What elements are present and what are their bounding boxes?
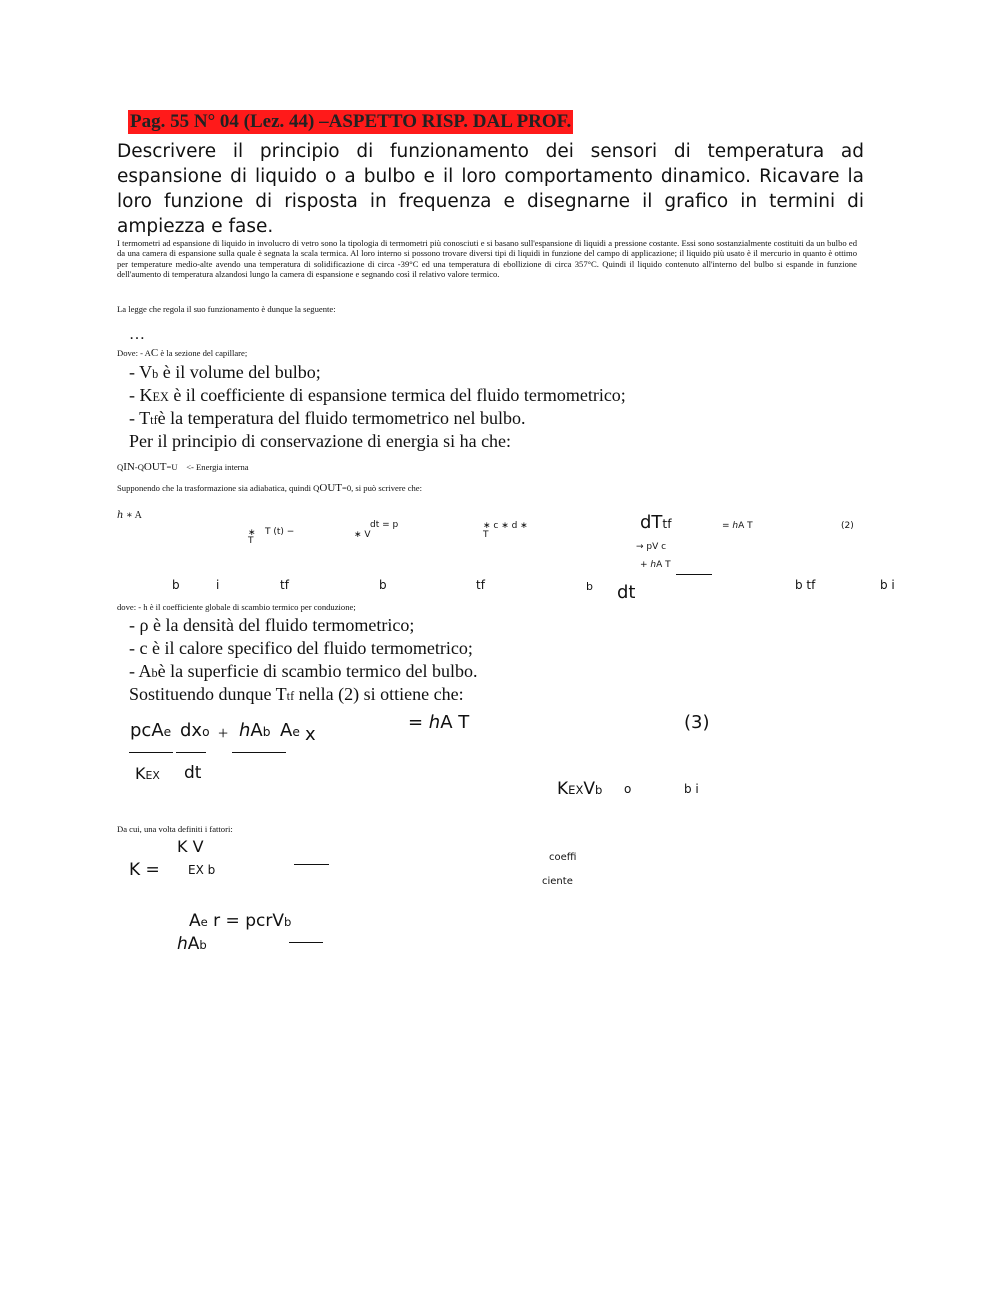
item-kex	[129, 384, 626, 408]
page-header: Pag. 55 N° 04 (Lez. 44) –ASPETTO RISP. DAL PROF.	[130, 111, 572, 132]
eq3-dxo-sub: o	[202, 725, 210, 739]
item-ttf-sub: tf	[150, 413, 158, 427]
tau-fraction-line	[289, 942, 323, 943]
eq3-kexvb-b: b	[595, 783, 603, 797]
adiabatic-line	[117, 483, 422, 493]
tau-ae: A	[189, 911, 201, 931]
eq3-kex-sub: EX	[145, 769, 160, 782]
intro-paragraph: I termometri ad espansione di liquido in involucro di vetro sono la tipologia di termometri più conosciuti e si basano sull'espansione di liquidi a pressione costante. Essi sono sostanzialmente costituiti da un bulbo ed da una camera di espansione sulla quale è segnata la scala termica. Al loro interno si possono trovare diversi tipi di liquidi in funzione del campo di applicazione; il liquido più usato è il mercurio in quanto è ottimo per temperature medio-alte avendo una temperatura di solidificazione di circa -39°C ed una temperatura di ebollizione di circa 357°C. Quindi il liquido contenuto all'interno del bulbo si espande in funzione dell'aumento di temperatura alzandosi lungo la camera di espansione e segnando così il relativo valore termico.	[117, 238, 857, 279]
item-vb-post: è il volume del bulbo;	[158, 362, 321, 382]
eq3-kexvb	[557, 779, 602, 799]
eq2-t1: T	[248, 536, 254, 546]
q1: Q	[117, 462, 124, 472]
substitute-post: nella (2) si ottiene che:	[294, 684, 464, 704]
item-ttf-post: è la temperatura del fluido termometrico nel bulbo.	[157, 408, 526, 428]
item-c: - c è il calore specifico del fluido termometrico;	[129, 638, 473, 658]
item-ab-post: è la superficie di scambio termico del bulbo.	[157, 661, 478, 681]
k-ciente: ciente	[542, 876, 573, 887]
k-kv: K V	[177, 837, 204, 856]
item-rho: - ρ è la densità del fluido termometrico;	[129, 615, 415, 635]
q2: Q	[137, 462, 144, 472]
eq2-fraction-line	[676, 574, 712, 575]
substitute-pre: Sostituendo dunque T	[129, 684, 287, 704]
eq3-rhs: = ℎA T	[408, 712, 470, 733]
energy-note: <- Energia interna	[186, 462, 249, 472]
law-intro: La legge che regola il suo funzionamento è dunque la seguente:	[117, 304, 336, 314]
eq2-t2: T	[483, 530, 489, 540]
eq2-number: (2)	[841, 521, 854, 531]
eq3-line2	[176, 752, 206, 753]
eq3-kex	[135, 764, 160, 783]
eq3-dt: dt	[184, 763, 202, 783]
item-ttf-pre: - T	[129, 408, 151, 428]
eq2-tf1: tf	[280, 578, 289, 592]
dove-rest: è la sezione del capillare;	[158, 348, 248, 358]
tau-line	[189, 911, 291, 931]
tau-hab-main: ℎA	[177, 934, 200, 954]
eq2-star-v: ∗ V	[354, 530, 371, 540]
eq3-kexvb-ex: EX	[568, 783, 584, 797]
eq2-c-d: ∗ c ∗ d ∗	[483, 521, 528, 531]
eq3-ae-main: A	[280, 720, 293, 741]
tau-pcrv: pcrV	[245, 911, 284, 931]
eq3-hab-main: ℎA	[239, 720, 263, 741]
eq3-hab	[239, 720, 271, 741]
eq3-x: x	[305, 724, 316, 745]
item-ab-pre: - A	[129, 661, 152, 681]
k-fraction-line	[294, 864, 329, 865]
eq2-star1: ∗	[248, 528, 256, 538]
eq2-ha: ℎ ∗ A	[117, 510, 142, 521]
eq3-o: o	[624, 782, 632, 796]
eq3-hab-sub: b	[262, 725, 271, 739]
eq2-dt: dt	[617, 582, 636, 603]
eq2-eq-hat: = ℎA T	[722, 521, 753, 531]
dove-h: dove: - h è il coefficiente globale di scambio termico per conduzione;	[117, 602, 356, 612]
eq2-b1: b	[172, 578, 180, 592]
tau-ae-sub: e	[200, 915, 208, 929]
eq3-dxo-main: dx	[180, 720, 203, 741]
item-kex-pre: - K	[129, 385, 153, 405]
q-dash: -	[134, 462, 138, 472]
eq3-kexvb-k: K	[557, 779, 569, 799]
eq3-dxo	[180, 720, 210, 741]
q-in: IN	[123, 461, 135, 473]
eq2-arrow-pvc: → pV c	[636, 542, 667, 552]
eq3-kex-main: K	[135, 764, 146, 783]
eq3-line3	[232, 752, 286, 753]
eq3-ae-sub: e	[292, 725, 300, 739]
eq3-pcae	[130, 720, 171, 741]
dove-sym: C	[150, 347, 159, 359]
eq2-dt-eq-p: dt = p	[370, 520, 399, 530]
substitute-sub: tf	[286, 689, 295, 703]
eq3-number: (3)	[684, 712, 710, 733]
q-out: OUT	[143, 461, 167, 473]
eq3-kexvb-v: V	[583, 779, 596, 799]
adiabatic-out: OUT	[319, 482, 342, 494]
energy-line: Per il principio di conservazione di energia si ha che:	[129, 431, 512, 451]
substitute-line	[129, 683, 464, 707]
k-eq: K =	[129, 860, 160, 880]
energy-equation	[117, 462, 249, 472]
dove-prefix: Dove: - A	[117, 348, 151, 358]
eq3-b-i: b i	[684, 782, 699, 796]
eq2-dT-sub: tf	[662, 517, 672, 531]
item-kex-post: è il coefficiente di espansione termica del fluido termometrico;	[168, 385, 626, 405]
question-text: Descrivere il principio di funzionamento dei sensori di temperatura ad espansione di liquido o a bulbo e il loro comportamento dinamico. Ricavare la loro funzione di risposta in frequenza e disegnarne il grafico in termini di ampiezza e fase.	[117, 141, 864, 237]
item-vb-sub: b	[152, 367, 159, 381]
eq3-pcae-main: pcA	[130, 720, 164, 741]
eq2-tf2: tf	[476, 578, 485, 592]
ellipsis: …	[129, 326, 145, 343]
item-vb	[129, 361, 321, 385]
eq2-dT: dT	[640, 512, 663, 533]
eq2-t-of-t: T (t) −	[265, 527, 295, 537]
item-kex-sub: EX	[152, 390, 169, 404]
eq2-b-i: b i	[880, 578, 895, 592]
k-coeffi: coeffi	[549, 852, 577, 863]
adiabatic-post: =0, si può scrivere che:	[341, 483, 423, 493]
eq2-b3: b	[586, 580, 593, 593]
item-ab-sub: b	[151, 666, 158, 680]
eq3-pcae-sub: e	[163, 725, 172, 739]
eq2-dTtf	[640, 512, 672, 533]
adiabatic-pre: Supponendo che la trasformazione sia adiabatica, quindi Q	[117, 483, 320, 493]
eq3-ae	[280, 720, 300, 741]
eq2-b2: b	[379, 578, 387, 592]
tau-r-eq: r =	[207, 911, 246, 931]
tau-pcrv-sub: b	[283, 915, 292, 929]
da-cui: Da cui, una volta definiti i fattori:	[117, 824, 233, 834]
tau-hab-sub: b	[199, 938, 207, 952]
item-ttf	[129, 407, 526, 431]
eq2-b-tf: b tf	[795, 578, 816, 592]
tau-hab	[177, 934, 207, 954]
eq3-line1	[129, 752, 173, 753]
k-ex-b: EX b	[188, 863, 216, 877]
dove-ac	[117, 348, 247, 358]
eq2-i1: i	[216, 578, 220, 592]
eq3-plus: +	[218, 723, 229, 743]
q-eq: =U	[166, 462, 178, 472]
item-vb-pre: - V	[129, 362, 153, 382]
eq2-plus-hat: + ℎA T	[640, 560, 671, 570]
item-ab	[129, 660, 478, 684]
